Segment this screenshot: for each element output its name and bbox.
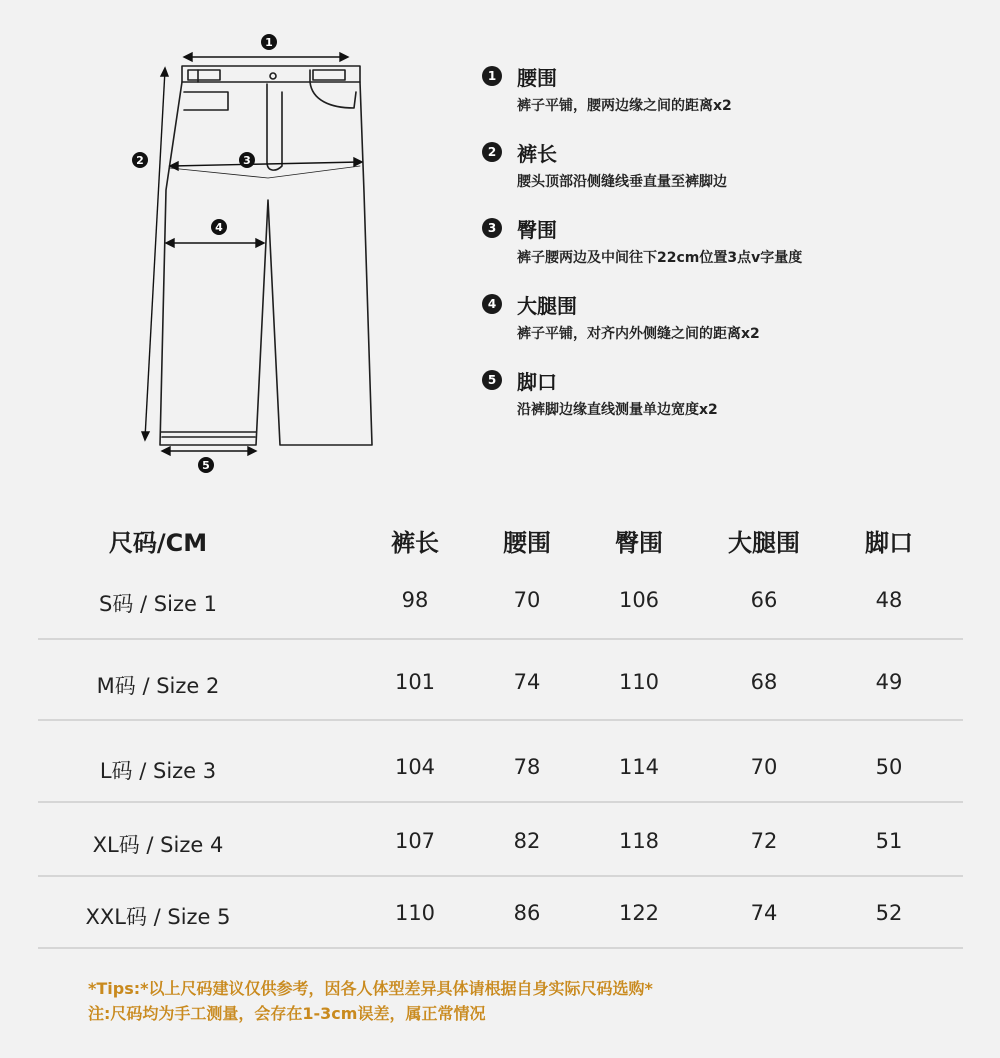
cell-hem: 50 xyxy=(875,755,903,779)
legend-description: 腰头顶部沿侧缝线垂直量至裤脚边 xyxy=(517,174,727,190)
size-chart-table xyxy=(38,508,963,949)
cell-thigh: 74 xyxy=(750,901,778,925)
cell-hem: 49 xyxy=(875,670,903,694)
table-row xyxy=(38,721,963,803)
cell-size: S码 / Size 1 xyxy=(99,592,217,616)
marker-2-icon xyxy=(132,152,148,168)
cell-waist: 82 xyxy=(513,829,541,853)
cell-length: 107 xyxy=(394,829,436,853)
legend-item-hip xyxy=(482,212,962,288)
cell-hip: 114 xyxy=(618,755,660,779)
cell-length: 101 xyxy=(394,670,436,694)
size-tips xyxy=(88,976,653,1026)
cell-waist: 86 xyxy=(513,901,541,925)
cell-length: 98 xyxy=(401,588,429,612)
legend-description: 沿裤脚边缘直线测量单边宽度x2 xyxy=(517,402,718,418)
cell-hip: 122 xyxy=(618,901,660,925)
legend-description: 裤子平铺，对齐内外侧缝之间的距离x2 xyxy=(517,326,760,342)
legend-item-hem xyxy=(482,364,962,440)
cell-thigh: 72 xyxy=(750,829,778,853)
legend-item-thigh xyxy=(482,288,962,364)
cell-hem: 51 xyxy=(875,829,903,853)
legend-title: 臀围 xyxy=(517,218,557,242)
marker-3-icon xyxy=(239,152,255,168)
legend-title: 腰围 xyxy=(517,66,557,90)
cell-size: M码 / Size 2 xyxy=(96,674,220,698)
header-length: 裤长 xyxy=(391,529,439,557)
legend-number-badge: 5 xyxy=(482,370,502,390)
header-hip: 臀围 xyxy=(615,529,663,557)
cell-waist: 74 xyxy=(513,670,541,694)
cell-waist: 70 xyxy=(513,588,541,612)
svg-text:5: 5 xyxy=(202,459,210,472)
pants-illustration xyxy=(0,0,480,500)
cell-hip: 106 xyxy=(618,588,660,612)
tips-line-2: 注:尺码均为手工测量，会存在1-3cm误差，属正常情况 xyxy=(88,1004,486,1023)
table-row xyxy=(38,640,963,721)
table-row xyxy=(38,568,963,640)
table-row xyxy=(38,803,963,877)
table-row xyxy=(38,877,963,949)
legend-description: 裤子腰两边及中间往下22cm位置3点v字量度 xyxy=(517,250,803,266)
marker-5-icon xyxy=(198,457,214,473)
tips-line-1: *Tips:*以上尺码建议仅供参考，因各人体型差异具体请根据自身实际尺码选购* xyxy=(88,979,653,998)
cell-length: 104 xyxy=(394,755,436,779)
header-waist: 腰围 xyxy=(503,529,551,557)
cell-thigh: 70 xyxy=(750,755,778,779)
header-thigh: 大腿围 xyxy=(728,529,800,557)
measurement-legend xyxy=(482,60,962,440)
legend-number-badge: 2 xyxy=(482,142,502,162)
svg-text:4: 4 xyxy=(215,221,223,234)
legend-number-badge: 1 xyxy=(482,66,502,86)
legend-description: 裤子平铺，腰两边缘之间的距离x2 xyxy=(517,98,732,114)
cell-thigh: 68 xyxy=(750,670,778,694)
cell-size: L码 / Size 3 xyxy=(99,759,217,783)
cell-hem: 48 xyxy=(875,588,903,612)
cell-size: XXL码 / Size 5 xyxy=(85,905,231,929)
cell-hip: 110 xyxy=(618,670,660,694)
cell-thigh: 66 xyxy=(750,588,778,612)
marker-1-icon xyxy=(261,34,277,50)
legend-item-waist xyxy=(482,60,962,136)
cell-waist: 78 xyxy=(513,755,541,779)
legend-number-badge: 3 xyxy=(482,218,502,238)
svg-text:1: 1 xyxy=(265,36,273,49)
marker-4-icon xyxy=(211,219,227,235)
legend-title: 大腿围 xyxy=(517,294,577,318)
cell-length: 110 xyxy=(394,901,436,925)
cell-hem: 52 xyxy=(875,901,903,925)
svg-text:2: 2 xyxy=(136,154,144,167)
header-size: 尺码/CM xyxy=(108,529,208,557)
pants-diagram xyxy=(0,0,480,500)
legend-title: 裤长 xyxy=(517,142,557,166)
legend-title: 脚口 xyxy=(517,370,557,394)
cell-hip: 118 xyxy=(618,829,660,853)
cell-size: XL码 / Size 4 xyxy=(92,833,224,857)
svg-text:3: 3 xyxy=(243,154,251,167)
legend-number-badge: 4 xyxy=(482,294,502,314)
table-header-row xyxy=(38,508,963,568)
header-hem: 脚口 xyxy=(865,529,913,557)
legend-item-length xyxy=(482,136,962,212)
